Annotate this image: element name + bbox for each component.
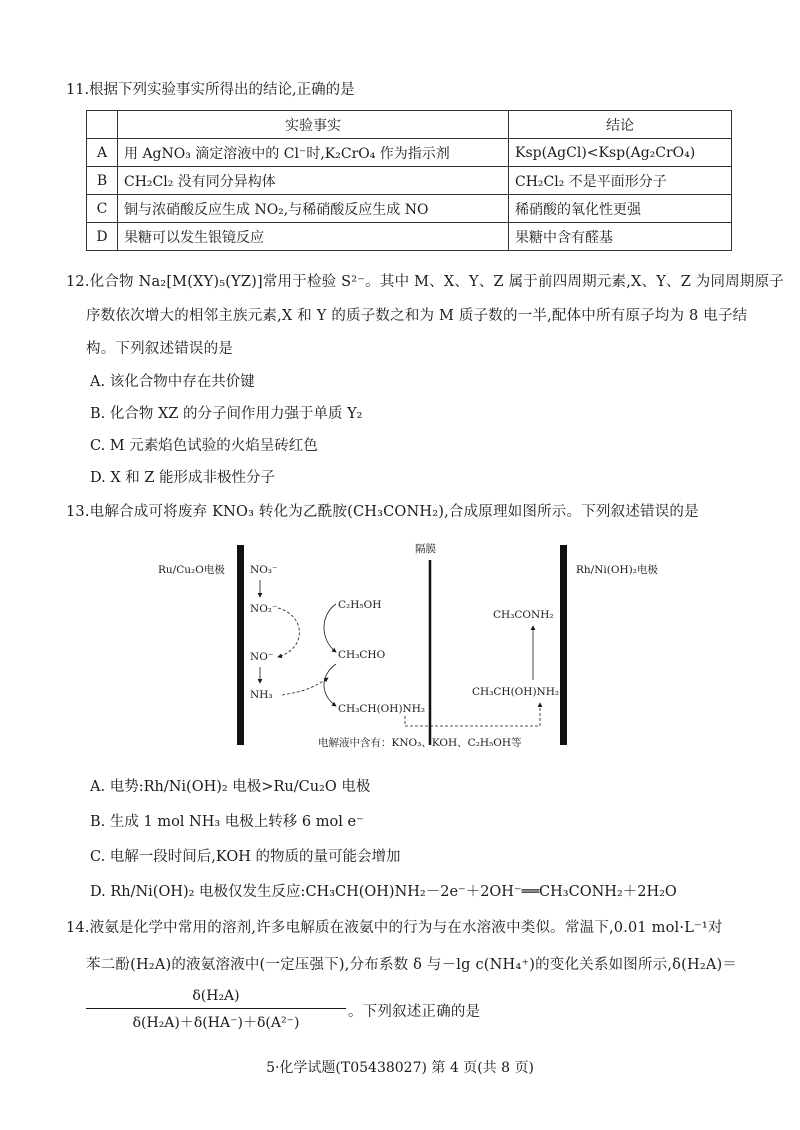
c2h5oh-label: C₂H₅OH [338, 599, 382, 611]
q11-table [86, 110, 732, 251]
q12-line2: 序数依次增大的相邻主族元素,X 和 Y 的质子数之和为 M 质子数的一半,配体中所有原子均为 8 电子结 [86, 308, 748, 324]
row-fact: 用 AgNO₃ 滴定溶液中的 Cl⁻时,K₂CrO₄ 作为指示剂 [118, 139, 509, 167]
table-row [87, 139, 732, 167]
q13-option-d: D. Rh/Ni(OH)₂ 电极仅发生反应:CH₃CH(OH)NH₂－2e⁻＋2OH⁻══CH₃CONH₂＋2H₂O [90, 884, 677, 900]
electrolyte-label: 电解液中含有：KNO₃、KOH、C₂H₅OH等 [318, 737, 522, 749]
fraction-denominator-text: δ(H₂A)＋δ(HA⁻)＋δ(A²⁻) [132, 1015, 300, 1031]
table-header-fact: 实验事实 [118, 111, 509, 139]
q12-option-b: B. 化合物 XZ 的分子间作用力强于单质 Y₂ [90, 406, 363, 422]
ch3conh2-label: CH₃CONH₂ [493, 609, 554, 621]
table-row [87, 223, 732, 251]
left-electrode-label: Ru/Cu₂O电极 [158, 564, 225, 576]
page-footer: 5·化学试题(T05438027) 第 4 页(共 8 页) [266, 1060, 534, 1076]
q14-tail: 。下列叙述正确的是 [348, 1004, 481, 1020]
table-row [87, 167, 732, 195]
membrane-label: 隔膜 [415, 543, 436, 555]
q12-line3: 构。下列叙述错误的是 [86, 341, 233, 357]
fraction-denominator [86, 1012, 346, 1032]
ch3chohnh2-left-label: CH₃CH(OH)NH₂ [338, 703, 426, 715]
right-electrode-label: Rh/Ni(OH)₂电极 [576, 564, 658, 576]
row-letter: C [87, 195, 118, 223]
row-fact: CH₂Cl₂ 没有同分异构体 [118, 167, 509, 195]
nh3-label: NH₃ [250, 689, 273, 701]
q14-line1: 14.液氨是化学中常用的溶剂,许多电解质在液氨中的行为与在水溶液中类似。常温下,0.01 mol·L⁻¹对 [66, 920, 723, 936]
electrolysis-diagram [150, 540, 710, 750]
ch3cho-label: CH₃CHO [338, 649, 386, 661]
row-fact: 果糖可以发生银镜反应 [118, 223, 509, 251]
table-row [87, 195, 732, 223]
row-letter: B [87, 167, 118, 195]
row-conclusion: 稀硝酸的氧化性更强 [509, 195, 732, 223]
row-conclusion: 果糖中含有醛基 [509, 223, 732, 251]
no3-label: NO₃⁻ [250, 564, 278, 576]
fraction-numerator-text: δ(H₂A) [192, 988, 240, 1004]
q13-option-c: C. 电解一段时间后,KOH 的物质的量可能会增加 [90, 849, 401, 865]
q12-option-a: A. 该化合物中存在共价键 [90, 374, 255, 390]
no-label: NO⁻ [250, 651, 274, 663]
q12-option-d: D. X 和 Z 能形成非极性分子 [90, 470, 276, 486]
row-conclusion: Ksp(AgCl)<Ksp(Ag₂CrO₄) [509, 139, 732, 167]
q11-title: 11.根据下列实验事实所得出的结论,正确的是 [66, 82, 355, 98]
fraction-numerator [86, 988, 346, 1004]
row-letter: A [87, 139, 118, 167]
row-letter: D [87, 223, 118, 251]
fraction-bar [86, 1008, 346, 1009]
q14-line2: 苯二酚(H₂A)的液氨溶液中(一定压强下),分布系数 δ 与－lg c(NH₄⁺)的变化关系如图所示,δ(H₂A)＝ [86, 957, 738, 973]
q13-option-b: B. 生成 1 mol NH₃ 电极上转移 6 mol e⁻ [90, 814, 364, 830]
no2-label: NO₂⁻ [250, 603, 278, 615]
table-header-blank [87, 111, 118, 139]
ch3chohnh2-right-label: CH₃CH(OH)NH₂ [472, 686, 560, 698]
row-conclusion: CH₂Cl₂ 不是平面形分子 [509, 167, 732, 195]
q13-line1: 13.电解合成可将废弃 KNO₃ 转化为乙酰胺(CH₃CONH₂),合成原理如图所示。下列叙述错误的是 [66, 504, 699, 520]
q13-option-a: A. 电势:Rh/Ni(OH)₂ 电极>Ru/Cu₂O 电极 [90, 779, 371, 795]
q12-line1: 12.化合物 Na₂[M(XY)₅(YZ)]常用于检验 S²⁻。其中 M、X、Y、Z 属于前四周期元素,X、Y、Z 为同周期原子 [66, 274, 784, 290]
row-fact: 铜与浓硝酸反应生成 NO₂,与稀硝酸反应生成 NO [118, 195, 509, 223]
table-header-row [87, 111, 732, 139]
left-electrode-bar [237, 545, 244, 745]
table-header-conclusion: 结论 [509, 111, 732, 139]
right-electrode-bar [560, 545, 567, 745]
q12-option-c: C. M 元素焰色试验的火焰呈砖红色 [90, 438, 318, 454]
